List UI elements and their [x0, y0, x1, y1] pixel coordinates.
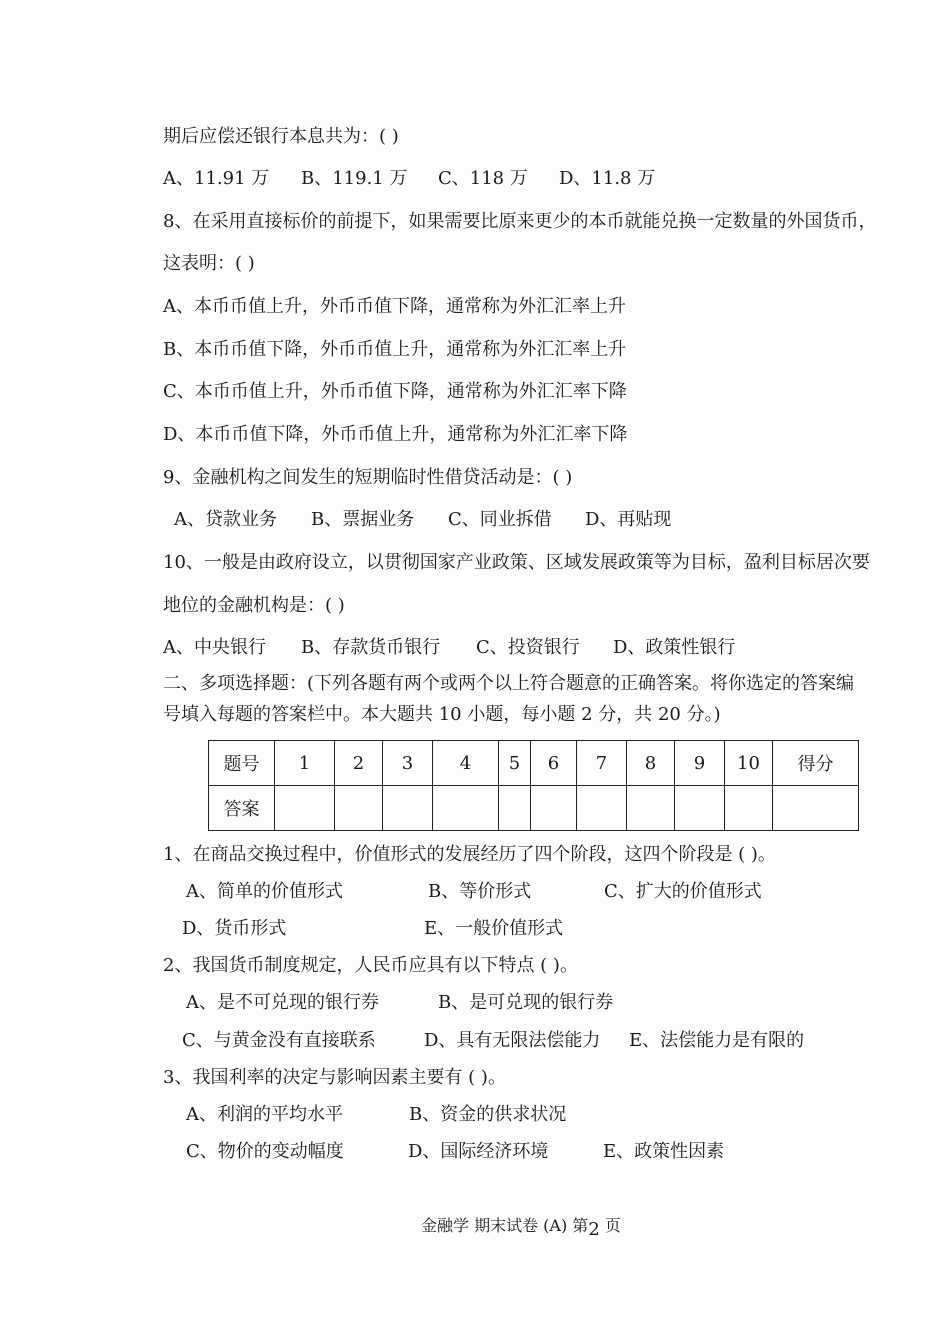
- table-header-cell: 1: [275, 741, 335, 786]
- mq1-option-d: D、货币形式: [182, 918, 287, 939]
- q10-option-a: A、中央银行: [163, 637, 266, 658]
- mq1-option-a: A、简单的价值形式: [186, 881, 343, 902]
- q8-stem-line2: 这表明：( ): [163, 253, 255, 274]
- answer-cell-10[interactable]: [725, 786, 773, 831]
- mq1-option-b: B、等价形式: [428, 881, 532, 902]
- q8-stem-line1: 8、在采用直接标价的前提下，如果需要比原来更少的本币就能兑换一定数量的外国货币，: [163, 211, 877, 232]
- q10-option-c: C、投资银行: [476, 637, 580, 658]
- table-header-cell: 2: [335, 741, 383, 786]
- section2-heading-line1: 二、多项选择题：(下列各题有两个或两个以上符合题意的正确答案。将你选定的答案编: [163, 673, 855, 694]
- table-row-label: 答案: [209, 786, 275, 831]
- answer-cell-5[interactable]: [499, 786, 531, 831]
- mq2-option-b: B、是可兑现的银行券: [438, 992, 614, 1013]
- answer-cell-1[interactable]: [275, 786, 335, 831]
- table-header-cell: 9: [675, 741, 725, 786]
- q10-stem-line2: 地位的金融机构是：( ): [163, 595, 345, 616]
- page-number: 2: [588, 1219, 600, 1240]
- mq1-option-c: C、扩大的价值形式: [604, 881, 762, 902]
- answer-table: [208, 740, 859, 831]
- answer-cell-6[interactable]: [531, 786, 577, 831]
- table-header-cell: 题号: [209, 741, 275, 786]
- table-header-cell: 3: [383, 741, 433, 786]
- q7-stem-tail: 期后应偿还银行本息共为：( ): [163, 126, 399, 147]
- score-cell[interactable]: [773, 786, 859, 831]
- mq3-stem: 3、我国利率的决定与影响因素主要有 ( )。: [163, 1067, 506, 1088]
- mq3-option-a: A、利润的平均水平: [186, 1104, 343, 1125]
- q9-option-a: A、贷款业务: [174, 509, 277, 530]
- mq1-stem: 1、在商品交换过程中，价值形式的发展经历了四个阶段，这四个阶段是 ( )。: [163, 844, 776, 865]
- answer-cell-9[interactable]: [675, 786, 725, 831]
- mq2-option-e: E、法偿能力是有限的: [629, 1030, 805, 1051]
- table-header-cell: 8: [627, 741, 675, 786]
- table-header-cell: 6: [531, 741, 577, 786]
- table-header-cell: 7: [577, 741, 627, 786]
- q8-option-d: D、本币币值下降，外币币值上升，通常称为外汇汇率下降: [163, 424, 628, 445]
- answer-cell-2[interactable]: [335, 786, 383, 831]
- page-footer: [421, 1215, 621, 1240]
- q8-option-b: B、本币币值下降，外币币值上升，通常称为外汇汇率上升: [163, 339, 627, 360]
- q7-option-c: C、118 万: [438, 168, 528, 189]
- q9-option-d: D、再贴现: [585, 509, 672, 530]
- q9-stem: 9、金融机构之间发生的短期临时性借贷活动是：( ): [163, 467, 573, 488]
- q7-option-b: B、119.1 万: [301, 168, 408, 189]
- footer-suffix: 页: [599, 1216, 621, 1235]
- mq3-option-d: D、国际经济环境: [408, 1141, 549, 1162]
- q10-stem-line1: 10、一般是由政府设立，以贯彻国家产业政策、区域发展政策等为目标，盈利目标居次要: [163, 552, 870, 573]
- q7-option-a: A、11.91 万: [163, 168, 270, 189]
- answer-table-answer-row: [209, 786, 859, 831]
- answer-cell-8[interactable]: [627, 786, 675, 831]
- table-header-cell: 5: [499, 741, 531, 786]
- q9-option-b: B、票据业务: [311, 509, 415, 530]
- mq3-option-b: B、资金的供求状况: [409, 1104, 567, 1125]
- mq3-option-c: C、物价的变动幅度: [186, 1141, 344, 1162]
- answer-table-header-row: [209, 741, 859, 786]
- answer-cell-7[interactable]: [577, 786, 627, 831]
- mq2-option-c: C、与黄金没有直接联系: [182, 1030, 376, 1051]
- q9-option-c: C、同业拆借: [448, 509, 552, 530]
- q10-option-d: D、政策性银行: [613, 637, 736, 658]
- section2-heading-line2: 号填入每题的答案栏中。本大题共 10 小题，每小题 2 分，共 20 分。): [163, 704, 721, 725]
- table-header-cell: 得分: [773, 741, 859, 786]
- q10-option-b: B、存款货币银行: [301, 637, 441, 658]
- q8-option-c: C、本币币值上升，外币币值下降，通常称为外汇汇率下降: [163, 381, 627, 402]
- q8-option-a: A、本币币值上升，外币币值下降，通常称为外汇汇率上升: [163, 296, 626, 317]
- table-header-cell: 4: [433, 741, 499, 786]
- answer-cell-4[interactable]: [433, 786, 499, 831]
- mq1-option-e: E、一般价值形式: [424, 918, 564, 939]
- table-header-cell: 10: [725, 741, 773, 786]
- mq2-stem: 2、我国货币制度规定，人民币应具有以下特点 ( )。: [163, 955, 578, 976]
- mq2-option-a: A、是不可兑现的银行券: [186, 992, 379, 1013]
- mq2-option-d: D、具有无限法偿能力: [424, 1030, 601, 1051]
- answer-cell-3[interactable]: [383, 786, 433, 831]
- q7-option-d: D、11.8 万: [559, 168, 656, 189]
- mq3-option-e: E、政策性因素: [603, 1141, 725, 1162]
- footer-text: 金融学 期末试卷 (A) 第: [421, 1216, 589, 1235]
